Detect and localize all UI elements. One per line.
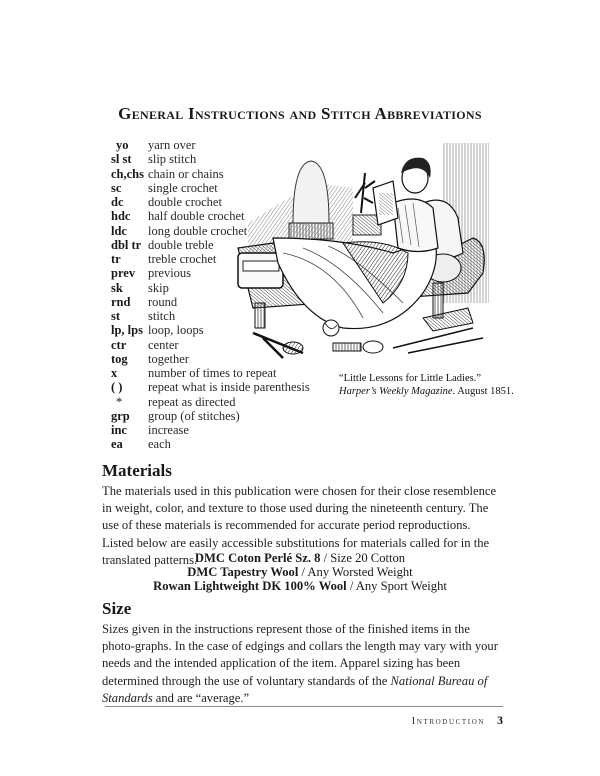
illustration-caption (339, 372, 514, 398)
abbreviation-term: ea (111, 437, 123, 452)
abbreviation-term: ldc (111, 223, 127, 238)
abbreviation-meaning: stitch (148, 309, 176, 323)
abbreviation-term: sl st (111, 152, 132, 167)
materials-list-item (100, 565, 500, 579)
abbreviation-term: ( ) (111, 380, 123, 395)
abbreviation-meaning: each (148, 437, 171, 452)
abbreviation-meaning: together (148, 351, 189, 366)
caption-source (339, 385, 514, 398)
abbreviation-meaning: slip stitch (148, 152, 197, 167)
engraving-illustration (233, 143, 489, 365)
size-text: Sizes given in the instructions represent those of the finished items in the photo-graphs. In the case of edgings and collars the length may vary with your needs and the intended application of the item. Apparel sizing has been determined through the use of voluntary standards of the (102, 622, 498, 688)
abbreviation-meaning: group (of stitches) (148, 408, 240, 423)
abbreviation-row (111, 395, 310, 409)
page-number: 3 (497, 713, 503, 727)
material-substitute: / Any Sport Weight (346, 579, 447, 594)
abbreviation-term: inc (111, 423, 127, 437)
material-name: Rowan Lightweight DK 100% Wool (153, 579, 347, 594)
abbreviation-row (111, 366, 310, 380)
abbreviation-meaning: skip (148, 280, 169, 295)
abbreviation-meaning: treble crochet (148, 252, 217, 266)
footer-section-label: Introduction (411, 716, 485, 727)
abbreviation-term: * (116, 394, 123, 409)
materials-heading: Materials (102, 461, 172, 480)
size-text-end: and are “average.” (152, 690, 250, 705)
material-name: DMC Coton Perlé Sz. 8 (194, 551, 321, 565)
abbreviation-term: ctr (111, 337, 127, 352)
abbreviation-meaning: long double crochet (148, 223, 248, 238)
abbreviation-meaning: number of times to repeat (148, 366, 277, 380)
material-substitute: / Any Worsted Weight (298, 565, 413, 580)
abbreviation-meaning: increase (148, 423, 189, 437)
footer-divider (105, 706, 503, 707)
materials-list (100, 551, 500, 594)
abbreviation-meaning: single crochet (148, 180, 218, 195)
abbreviation-row (111, 380, 310, 394)
abbreviation-meaning: loop, loops (148, 323, 204, 338)
caption-title: “Little Lessons for Little Ladies.” (339, 373, 481, 384)
abbreviation-term: ch,chs (111, 166, 144, 181)
materials-list-item (100, 579, 500, 593)
abbreviation-term: sk (111, 280, 123, 295)
page-title: General Instructions and Stitch Abbreviations (118, 104, 482, 123)
abbreviation-meaning: chain or chains (148, 166, 224, 181)
material-name: DMC Tapestry Wool (187, 565, 299, 580)
abbreviation-meaning: double crochet (148, 195, 222, 209)
abbreviation-meaning: repeat as directed (148, 394, 236, 409)
abbreviation-meaning: round (148, 294, 178, 309)
abbreviation-term: st (111, 309, 121, 323)
abbreviation-term: yo (116, 138, 129, 152)
abbreviation-meaning: center (148, 337, 179, 352)
abbreviation-term: hdc (111, 209, 131, 224)
caption-source-publication: Harper’s Weekly Magazine (339, 386, 453, 397)
engraving-woman-reading-icon (233, 143, 489, 365)
abbreviation-term: lp, lps (111, 323, 143, 338)
abbreviation-term: sc (111, 180, 122, 195)
abbreviation-meaning: half double crochet (148, 209, 245, 224)
page-footer (412, 713, 503, 728)
abbreviation-term: dbl tr (111, 237, 142, 252)
abbreviation-term: rnd (111, 294, 131, 309)
caption-source-date: . August 1851. (452, 386, 514, 397)
abbreviation-meaning: previous (148, 266, 192, 281)
abbreviation-term: prev (111, 266, 136, 281)
abbreviation-meaning: double treble (148, 237, 214, 252)
abbreviation-term: tog (111, 351, 128, 366)
abbreviation-meaning: repeat what is inside parenthesis (148, 380, 310, 395)
abbreviation-row (111, 409, 310, 423)
size-heading: Size (102, 599, 132, 618)
materials-list-item (100, 551, 500, 565)
abbreviation-row (111, 423, 310, 437)
material-substitute: / Size 20 Cotton (320, 551, 406, 565)
abbreviation-term: dc (111, 195, 124, 209)
abbreviation-meaning: yarn over (148, 138, 196, 152)
abbreviation-term: x (111, 366, 118, 380)
abbreviation-term: grp (111, 408, 130, 423)
size-paragraph (102, 621, 502, 707)
abbreviation-term: tr (111, 252, 121, 266)
materials-paragraph: The materials used in this publication were chosen for their close resemblence in weight, color, and texture to those used during the nineteenth century. The use of these materials is recommended for accurate period reproductions. Listed below are easily accessible substitutions for materials called for in the translated patterns. (102, 484, 497, 567)
abbreviation-row (111, 437, 310, 451)
size-standards-citation: National Bureau of Standards (102, 673, 488, 705)
